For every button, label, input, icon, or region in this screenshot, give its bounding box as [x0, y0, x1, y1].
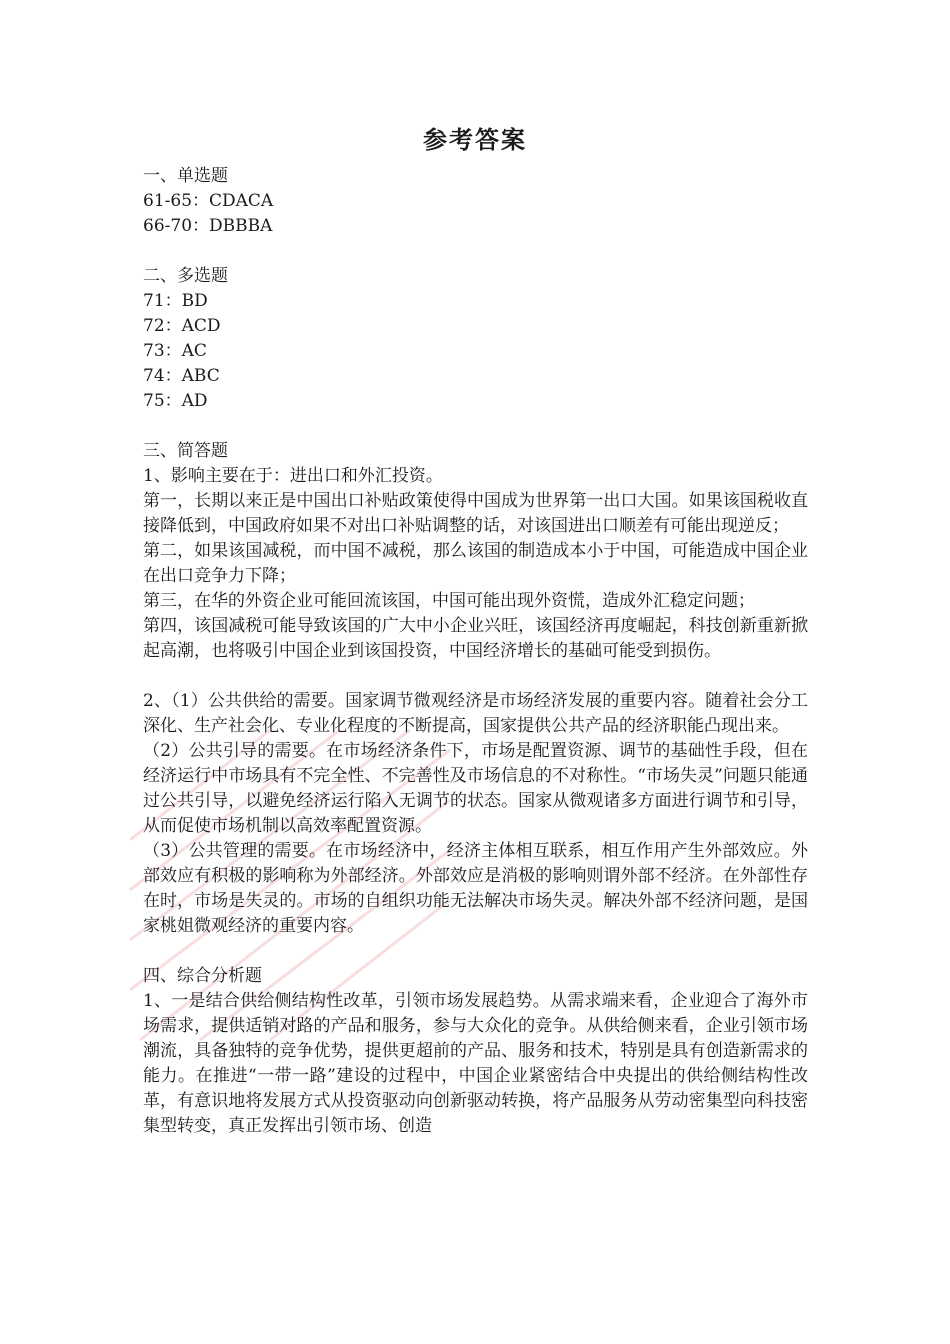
short-answer-q1-intro: 1、影响主要在于：进出口和外汇投资。 [143, 466, 443, 486]
answer-line: 72：ACD [143, 316, 221, 336]
answer-line: 74：ABC [143, 366, 220, 386]
section-heading-single-choice: 一、单选题 [143, 166, 228, 186]
short-answer-q2-point2: （2）公共引导的需要。在市场经济条件下，市场是配置资源、调节的基础性手段，但在经济运行中市场具有不完全性、不完善性及市场信息的不对称性。“市场失灵”问题只能通过公共引导，以避免经济运行陷入无调节的状态。国家从微观诸多方面进行调节和引导，从而促使市场机制以高效率配置资源。 [143, 741, 808, 836]
analysis-q1-paragraph: 1、一是结合供给侧结构性改革，引领市场发展趋势。从需求端来看，企业迎合了海外市场需求，提供适销对路的产品和服务，参与大众化的竞争。从供给侧来看，企业引领市场潮流，具备独特的竞争优势，提供更超前的产品、服务和技术，特别是具有创造新需求的能力。在推进“一带一路”建设的过程中，中国企业紧密结合中央提出的供给侧结构性改革，有意识地将发展方式从投资驱动向创新驱动转换，将产品服务从劳动密集型向科技密集型转变，真正发挥出引领市场、创造 [143, 991, 808, 1136]
short-answer-q2-point1: 2、（1）公共供给的需要。国家调节微观经济是市场经济发展的重要内容。随着社会分工深化、生产社会化、专业化程度的不断提高，国家提供公共产品的经济职能凸现出来。 [143, 691, 808, 736]
answer-line: 61-65：CDACA [143, 191, 274, 211]
spacer [143, 939, 808, 964]
answer-line: 71：BD [143, 291, 208, 311]
section-heading-analysis: 四、综合分析题 [143, 966, 262, 986]
short-answer-q1-point4: 第四，该国减税可能导致该国的广大中小企业兴旺，该国经济再度崛起，科技创新重新掀起高潮，也将吸引中国企业到该国投资，中国经济增长的基础可能受到损伤。 [143, 616, 808, 661]
answer-content [143, 164, 808, 1139]
short-answer-q1-point2: 第二，如果该国减税，而中国不减税，那么该国的制造成本小于中国，可能造成中国企业在出口竞争力下降； [143, 541, 808, 586]
page-title: 参考答案 [423, 125, 527, 154]
short-answer-q1-point3: 第三，在华的外资企业可能回流该国，中国可能出现外资慌，造成外汇稳定问题； [143, 591, 755, 611]
section-heading-short-answer: 三、简答题 [143, 441, 228, 461]
spacer [143, 414, 808, 439]
spacer [143, 239, 808, 264]
answer-line: 73：AC [143, 341, 207, 361]
answer-line: 75：AD [143, 391, 208, 411]
spacer [143, 664, 808, 689]
short-answer-q1-point1: 第一，长期以来正是中国出口补贴政策使得中国成为世界第一出口大国。如果该国税收直接降低到，中国政府如果不对出口补贴调整的话，对该国进出口顺差有可能出现逆反； [143, 491, 808, 536]
section-heading-multi-choice: 二、多选题 [143, 266, 228, 286]
answer-line: 66-70：DBBBA [143, 216, 273, 236]
short-answer-q2-point3: （3）公共管理的需要。在市场经济中，经济主体相互联系，相互作用产生外部效应。外部效应有积极的影响称为外部经济。外部效应是消极的影响则谓外部不经济。在外部性存在时，市场是失灵的。市场的自组织功能无法解决市场失灵。解决外部不经济问题，是国家桃姐微观经济的重要内容。 [143, 841, 808, 936]
